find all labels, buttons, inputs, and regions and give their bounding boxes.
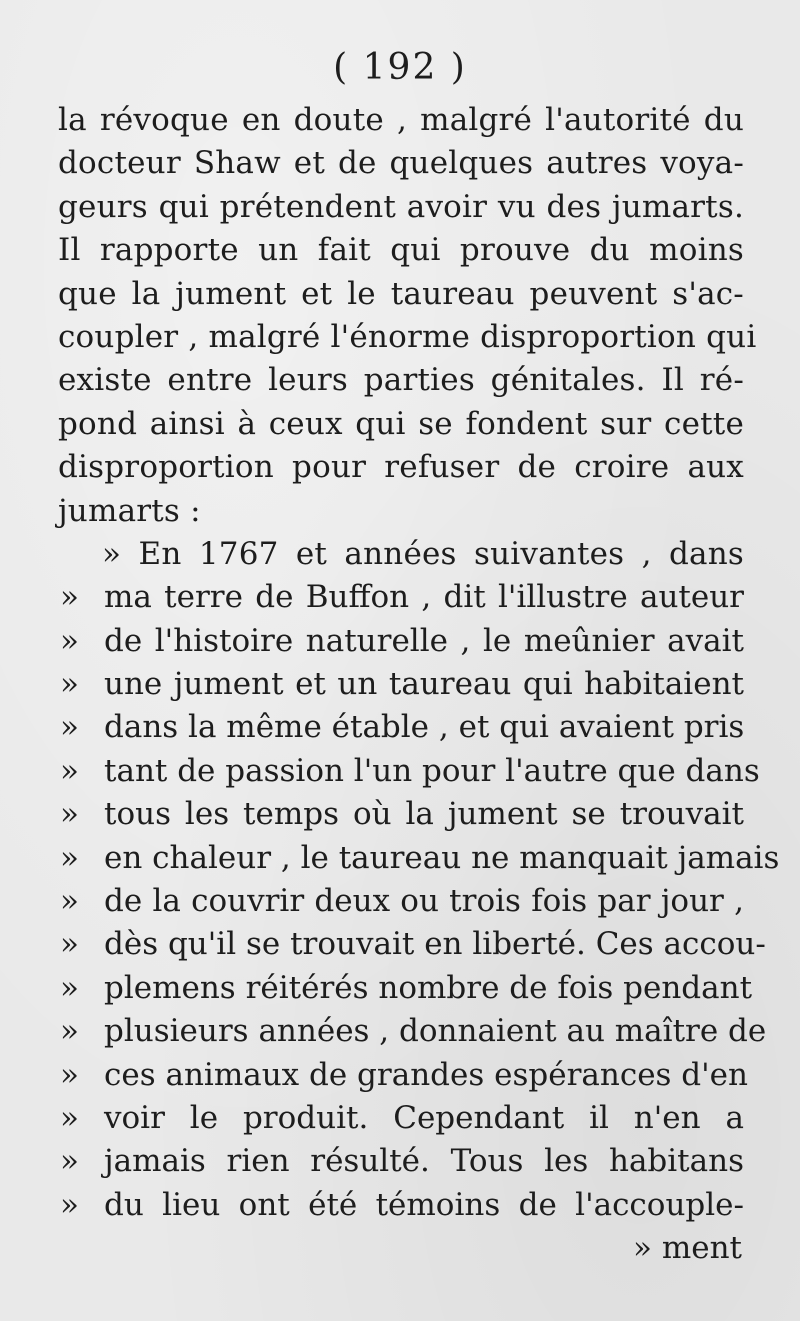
quote-text: dès qu'il se trouvait en liberté. Ces accou-: [104, 926, 766, 963]
quote-line: [58, 793, 744, 836]
quote-line: [58, 706, 744, 749]
quote-text: du lieu ont été témoins de l'accouple-: [104, 1186, 744, 1223]
text-line: pond ainsi à ceux qui se fondent sur cette: [58, 405, 744, 442]
text-line: que la jument et le taureau peuvent s'ac-: [58, 275, 744, 312]
quote-text: en chaleur , le taureau ne manquait jamais: [104, 839, 780, 876]
quote-text: voir le produit. Cependant il n'en a: [104, 1099, 744, 1136]
quote-marker: »: [60, 969, 79, 1006]
quote-line: [58, 620, 744, 663]
text-line: docteur Shaw et de quelques autres voya-: [58, 145, 744, 182]
quote-line: [58, 1097, 744, 1140]
quote-line: [58, 1054, 748, 1097]
quote-line: [58, 1010, 767, 1053]
quote-text: ces animaux de grandes espérances d'en: [104, 1056, 748, 1093]
quote-text: plusieurs années , donnaient au maître de: [104, 1013, 767, 1050]
quote-text: ma terre de Buffon , dit l'illustre auteur: [104, 579, 744, 616]
quote-text: plemens réitérés nombre de fois pendant: [104, 969, 753, 1006]
text-line: geurs qui prétendent avoir vu des jumarts.: [58, 188, 744, 225]
quote-line: [58, 967, 753, 1010]
quote-line: [58, 750, 760, 793]
quote-text: jamais rien résulté. Tous les habitans: [104, 1143, 744, 1180]
quote-marker: »: [60, 622, 79, 659]
quote-line: [58, 1184, 744, 1227]
quote-line: [58, 576, 744, 619]
catchword: » ment: [633, 1230, 742, 1267]
text-line: Il rapporte un fait qui prouve du moins: [58, 232, 744, 269]
quote-text: de l'histoire naturelle , le meûnier avait: [104, 622, 744, 659]
quote-marker: »: [60, 752, 79, 789]
text-line: existe entre leurs parties génitales. Il ré-: [58, 362, 744, 399]
quote-line: [58, 880, 744, 923]
quote-marker: »: [60, 666, 79, 703]
text-line: jumarts :: [58, 492, 201, 529]
quote-first-line: » En 1767 et années suivantes , dans: [102, 535, 744, 572]
quote-marker: »: [60, 1186, 79, 1223]
text-line: disproportion pour refuser de croire aux: [58, 449, 744, 486]
quote-marker: »: [60, 579, 79, 616]
quote-text: de la couvrir deux ou trois fois par jour ,: [104, 883, 744, 920]
quote-text: tant de passion l'un pour l'autre que dans: [104, 752, 760, 789]
quote-line: [58, 1140, 744, 1183]
text-line: coupler , malgré l'énorme disproportion qui: [58, 318, 757, 355]
quote-marker: »: [60, 1013, 79, 1050]
quote-text: une jument et un taureau qui habitaient: [104, 666, 744, 703]
quote-line: [58, 663, 744, 706]
quote-text: tous les temps où la jument se trouvait: [104, 796, 744, 833]
quote-marker: »: [60, 839, 79, 876]
quote-marker: »: [60, 709, 79, 746]
quote-marker: »: [60, 1143, 79, 1180]
quote-text: dans la même étable , et qui avaient pris: [104, 709, 745, 746]
quote-marker: »: [60, 796, 79, 833]
quote-marker: »: [60, 1099, 79, 1136]
text-block: [58, 99, 780, 1271]
text-line: la révoque en doute , malgré l'autorité du: [58, 102, 744, 138]
quote-marker: »: [60, 926, 79, 963]
quote-line: [58, 837, 780, 880]
quote-line: [58, 923, 766, 966]
quote-marker: »: [60, 1056, 79, 1093]
page-number: ( 192 ): [333, 47, 467, 88]
quote-marker: »: [60, 883, 79, 920]
